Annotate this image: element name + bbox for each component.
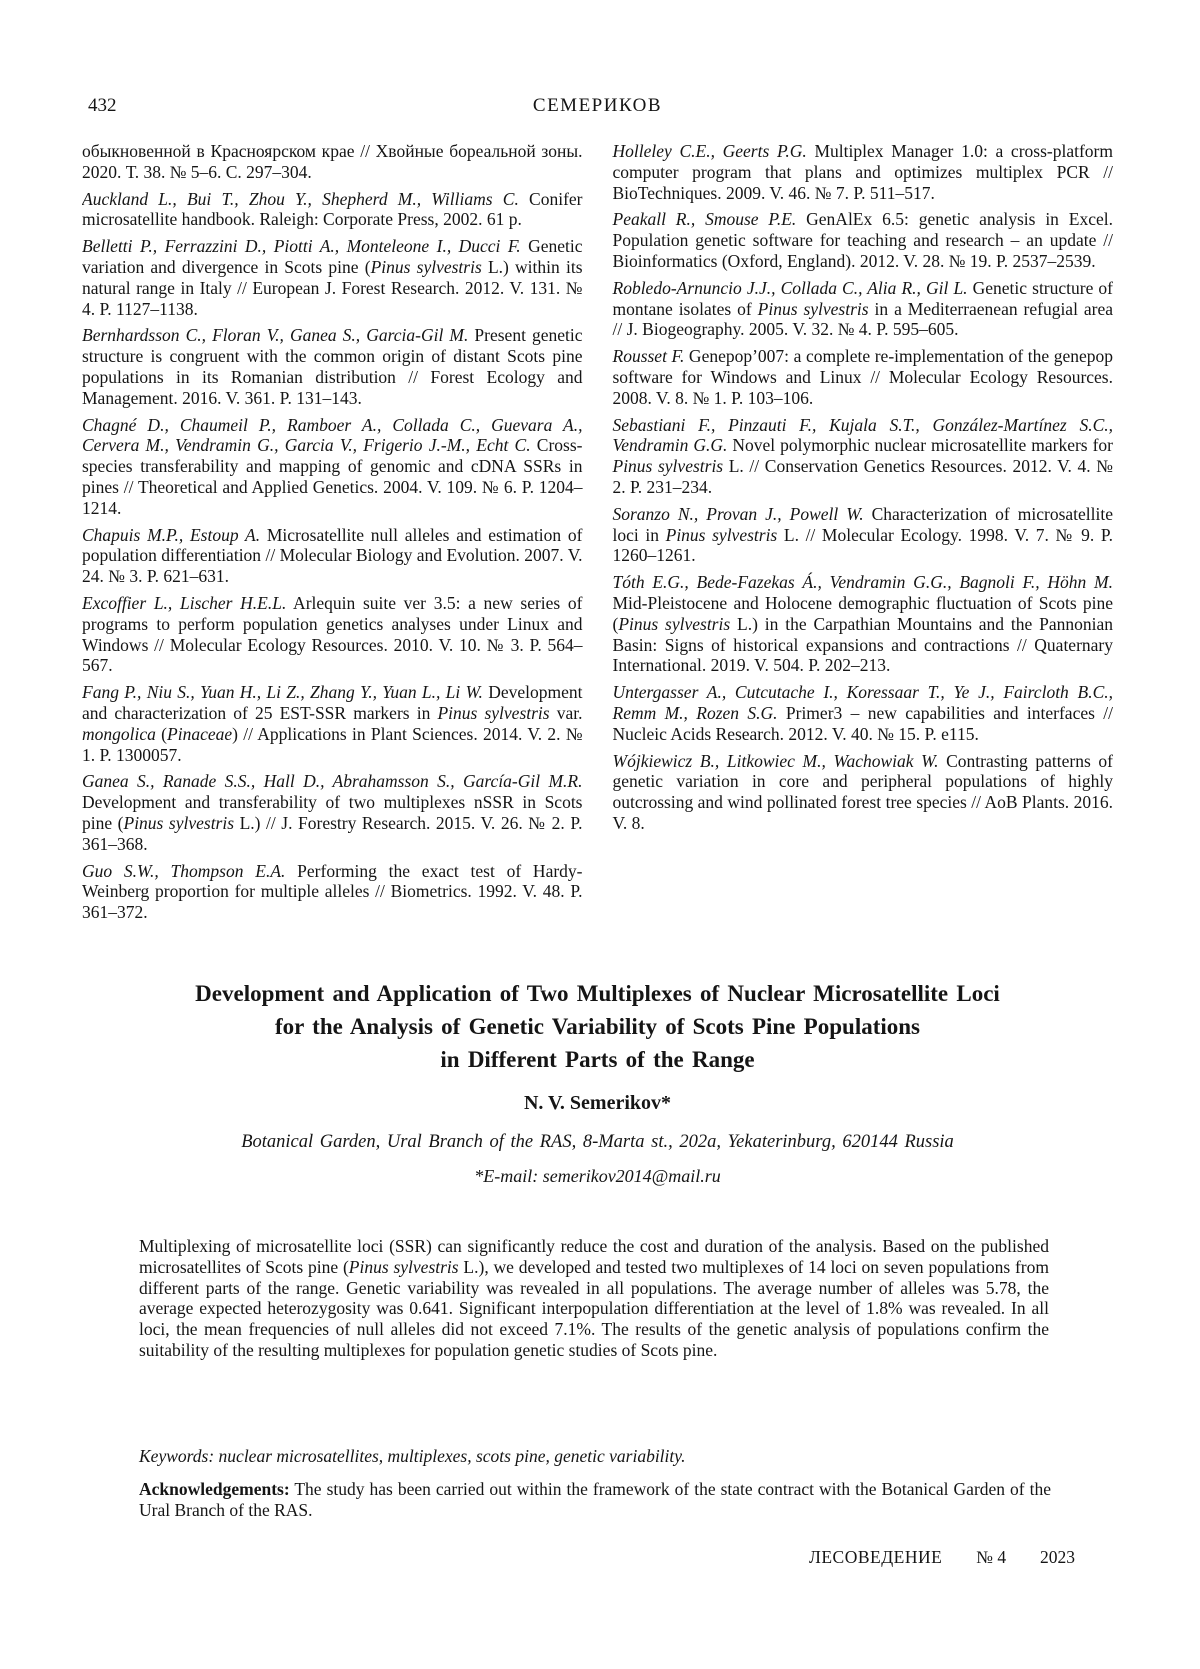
reference-entry: Guo S.W., Thompson E.A. Performing the exact test of Hardy-Weinberg proportion for multiple alleles // Biometrics. 1992. V. 48. P. 361–372. (82, 860, 583, 923)
references-column-left (82, 141, 583, 975)
journal-footer (809, 1547, 1075, 1568)
reference-entry: Rousset F. Genepop’007: a complete re-implementation of the genepop software for Windows and Linux // Molecular Ecology Resources. 2008. V. 8. № 1. P. 103–106. (612, 346, 1113, 408)
article-title-line-2: for the Analysis of Genetic Variability of Scots Pine Populations (274, 1014, 921, 1039)
article-header (82, 977, 1113, 1187)
running-head (82, 95, 1113, 121)
reference-entry: Sebastiani F., Pinzauti F., Kujala S.T., González-Martínez S.C., Vendramin G.G. Novel polymorphic nuclear microsatellite markers for Pinus sylvestris L. // Conservation Genetics Resources. 2012. V. 4. № 2. P. 231–234. (612, 414, 1113, 497)
reference-entry: Wójkiewicz B., Litkowiec M., Wachowiak W. Contrasting patterns of genetic variation in core and peripheral populations of highly outcrossing and wind pollinated forest tree species // AoB Plants. 2016. V. 8. (612, 750, 1113, 833)
keywords-line: Keywords: nuclear microsatellites, multiplexes, scots pine, genetic variability. (139, 1446, 686, 1466)
reference-entry: Chapuis M.P., Estoup A. Microsatellite null alleles and estimation of population differentiation // Molecular Biology and Evolution. 2007. V. 24. № 3. P. 621–631. (82, 524, 583, 587)
abstract-text: Multiplexing of microsatellite loci (SSR) can significantly reduce the cost and duration of the analysis. Based on the published microsatellites of Scots pine (Pinus sylvestris L.), we developed and tested two multiplexes of 14 loci on seven populations from different parts of the range. Genetic variability was revealed in all populations. The average number of alleles was 5.78, the average expected heterozygosity was 0.641. Significant interpopulation differentiation at the level of 1.8% was revealed. In all loci, the mean frequencies of null alleles did not exceed 7.1%. The results of the genetic analysis of populations confirm the suitability of the resulting multiplexes for population genetic studies of Scots pine. (139, 1236, 1049, 1360)
references-column-right (613, 141, 1114, 975)
reference-entry: Chagné D., Chaumeil P., Ramboer A., Collada C., Guevara A., Cervera M., Vendramin G., Garcia V., Frigerio J.-M., Echt C. Cross-species transferability and mapping of genomic and cDNA SSRs in pines // Theoretical and Applied Genetics. 2004. V. 109. № 6. P. 1204–1214. (82, 414, 583, 518)
reference-entry: Belletti P., Ferrazzini D., Piotti A., Monteleone I., Ducci F. Genetic variation and divergence in Scots pine (Pinus sylvestris L.) within its natural range in Italy // European J. Forest Research. 2012. V. 131. № 4. P. 1127–1138. (82, 236, 583, 319)
reference-entry: Fang P., Niu S., Yuan H., Li Z., Zhang Y., Yuan L., Li W. Development and characterization of 25 EST-SSR markers in Pinus sylvestris var. mongolica (Pinaceae) // Applications in Plant Sciences. 2014. V. 2. № 1. P. 1300057. (82, 682, 583, 765)
author-name: N. V. Semerikov* (523, 1092, 672, 1114)
footer-issue: № 4 (976, 1547, 1007, 1567)
reference-entry: Auckland L., Bui T., Zhou Y., Shepherd M., Williams C. Conifer microsatellite handbook. Raleigh: Corporate Press, 2002. 61 p. (82, 188, 583, 230)
author-affiliation: Botanical Garden, Ural Branch of the RAS, 8-Marta st., 202a, Yekaterinburg, 620144 Russia (241, 1132, 954, 1152)
reference-entry: Robledo-Arnuncio J.J., Collada C., Alia R., Gil L. Genetic structure of montane isolates of Pinus sylvestris in a Mediterraenean refugial area // J. Biogeography. 2005. V. 32. № 4. P. 595–605. (612, 277, 1113, 340)
reference-entry: Holleley C.E., Geerts P.G. Multiplex Manager 1.0: a cross-platform computer program that plans and optimizes multiplex PCR // BioTechniques. 2009. V. 46. № 7. P. 511–517. (612, 141, 1113, 203)
references-section (82, 141, 1113, 975)
page-number: 432 (88, 95, 117, 116)
footer-year: 2023 (1040, 1547, 1075, 1567)
author-email: *E-mail: semerikov2014@mail.ru (474, 1166, 721, 1186)
acknowledgements: Acknowledgements: The study has been carried out within the framework of the state contract with the Botanical Garden of the Ural Branch of the RAS. (139, 1479, 1051, 1520)
reference-entry: Untergasser A., Cutcutache I., Koressaar T., Ye J., Faircloth B.C., Remm M., Rozen S.G. Primer3 – new capabilities and interfaces // Nucleic Acids Research. 2012. V. 40. № 15. P. e115. (612, 682, 1113, 744)
footer-journal-name: ЛЕСОВЕДЕНИЕ (809, 1547, 943, 1567)
reference-entry: Ganea S., Ranade S.S., Hall D., Abrahamsson S., García-Gil M.R. Development and transferability of two multiplexes nSSR in Scots pine (Pinus sylvestris L.) // J. Forestry Research. 2015. V. 26. № 2. P. 361–368. (82, 771, 583, 854)
article-title-line-3: in Different Parts of the Range (440, 1047, 755, 1072)
article-title-line-1: Development and Application of Two Multiplexes of Nuclear Microsatellite Loci (195, 981, 1000, 1006)
reference-entry: Soranzo N., Provan J., Powell W. Characterization of microsatellite loci in Pinus sylvestris L. // Molecular Ecology. 1998. V. 7. № 9. P. 1260–1261. (612, 503, 1113, 566)
reference-entry: Bernhardsson C., Floran V., Ganea S., Garcia-Gil M. Present genetic structure is congruent with the common origin of distant Scots pine populations in its Romanian distribution // Forest Ecology and Management. 2016. V. 361. P. 131–143. (82, 325, 583, 408)
reference-entry: обыкновенной в Красноярском крае // Хвойные бореальной зоны. 2020. Т. 38. № 5–6. С. 297–304. (82, 141, 583, 182)
running-head-author: СЕМЕРИКОВ (532, 95, 663, 116)
reference-entry: Tóth E.G., Bede-Fazekas Á., Vendramin G.G., Bagnoli F., Höhn M. Mid-Pleistocene and Holocene demographic fluctuation of Scots pine (Pinus sylvestris L.) in the Carpathian Mountains and the Pannonian Basin: Signs of historical expansions and contractions // Quaternary International. 2019. V. 504. P. 202–213. (612, 572, 1113, 676)
reference-entry: Peakall R., Smouse P.E. GenAlEx 6.5: genetic analysis in Excel. Population genetic software for teaching and research – an update // Bioinformatics (Oxford, England). 2012. V. 28. № 19. P. 2537–2539. (612, 209, 1113, 271)
reference-entry: Excoffier L., Lischer H.E.L. Arlequin suite ver 3.5: a new series of programs to perform population genetics analyses under Linux and Windows // Molecular Ecology Resources. 2010. V. 10. № 3. P. 564–567. (82, 592, 583, 676)
